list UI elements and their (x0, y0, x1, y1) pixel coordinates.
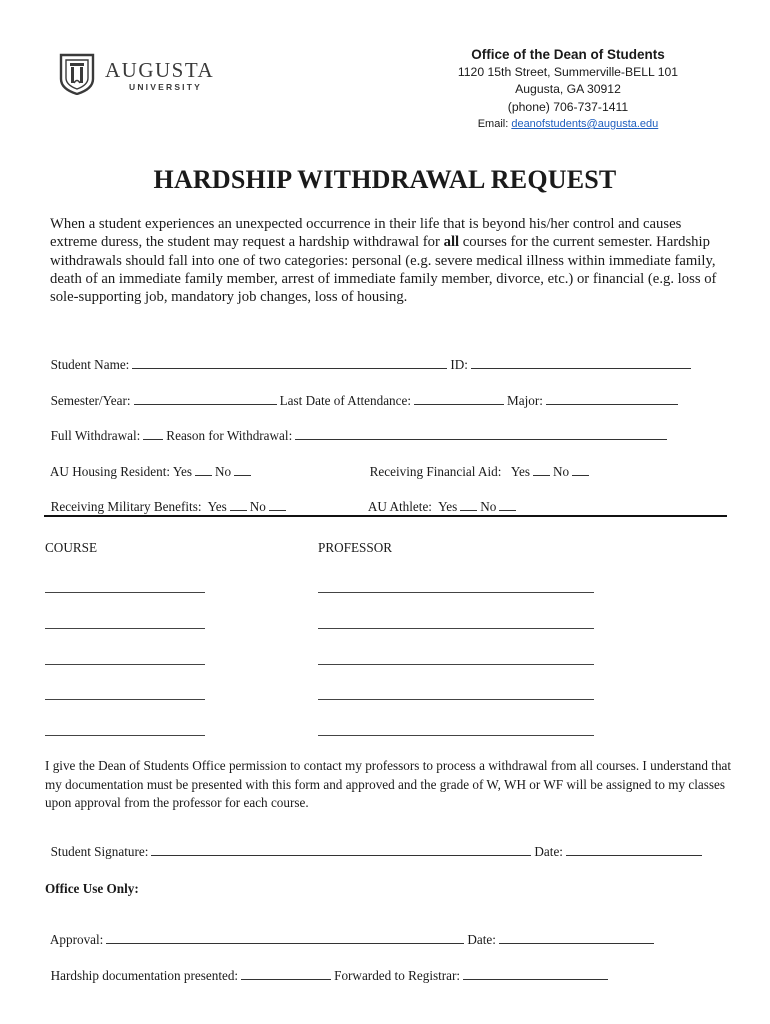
financial-aid-yes-field[interactable] (533, 464, 550, 476)
office-contact-block (438, 46, 698, 134)
office-use-heading: Office Use Only: (45, 881, 139, 896)
approval-date-field[interactable] (499, 932, 654, 944)
semester-year-field[interactable] (134, 393, 277, 405)
athlete-yes-field[interactable] (460, 499, 477, 511)
course-field[interactable] (45, 699, 205, 700)
semester-row (44, 377, 681, 409)
athlete-label: AU Athlete: Yes (367, 499, 458, 514)
intro-paragraph (50, 215, 720, 306)
page-title: HARDSHIP WITHDRAWAL REQUEST (153, 165, 617, 194)
approval-row (44, 916, 657, 948)
reason-field[interactable] (295, 428, 667, 440)
signature-row (44, 828, 705, 860)
course-field[interactable] (45, 664, 205, 665)
intro-text-1: When a student experiences an unexpected occurrence in their life that is beyond his/her control and causes extreme duress, the student may request a hardship withdrawal for (50, 216, 682, 251)
student-name-row (44, 341, 694, 373)
shield-icon (58, 53, 96, 95)
augusta-university-logo (58, 53, 228, 99)
approval-label: Approval: (49, 932, 104, 947)
housing-no-label: No (215, 464, 232, 479)
signature-date-label: Date: (534, 844, 563, 859)
athlete-row (362, 483, 519, 515)
reason-label: Reason for Withdrawal: (166, 428, 293, 443)
withdrawal-row (44, 412, 670, 444)
housing-no-field[interactable] (234, 464, 251, 476)
intro-text-2: courses for the current semester. Hardship withdrawals should fall into one of two categories: personal (e.g. severe medical illness within immediate family, death of an immediate family member, arrest of immediate family member, divorce, etc.) or financial (e.g. loss of sole-supporting job, mandatory job changes, loss of housing. (50, 234, 717, 306)
financial-aid-label: Receiving Financial Aid: Yes (369, 464, 531, 479)
course-column-header: COURSE (45, 540, 98, 555)
email-link[interactable]: deanofstudents@augusta.edu (511, 118, 659, 130)
intro-bold-all: all (443, 234, 460, 251)
athlete-no-field[interactable] (499, 499, 516, 511)
military-no-field[interactable] (269, 499, 286, 511)
logo-subtitle: UNIVERSITY (129, 82, 203, 92)
address-line-1: 1120 15th Street, Summerville-BELL 101 (457, 64, 679, 79)
phone-number: (phone) 706-737-1411 (507, 99, 629, 114)
financial-aid-row (363, 448, 592, 480)
email-row (438, 116, 698, 134)
consent-paragraph: I give the Dean of Students Office permission to contact my professors to process a withdrawal from all courses. I understand that my documentation must be presented with this form and approved and the grade of W, WH or WF will be assigned to my classes upon approval from the professor for each course. (45, 758, 732, 810)
military-yes-field[interactable] (230, 499, 247, 511)
military-row (44, 483, 289, 515)
last-date-label: Last Date of Attendance: (279, 393, 412, 408)
professor-field[interactable] (318, 664, 594, 665)
email-label: Email: (477, 118, 509, 130)
last-date-field[interactable] (414, 393, 504, 405)
major-field[interactable] (546, 393, 678, 405)
id-label: ID: (450, 357, 468, 372)
approval-field[interactable] (106, 932, 464, 944)
forwarded-field[interactable] (463, 968, 608, 980)
section-divider (44, 515, 727, 517)
financial-aid-no-label: No (553, 464, 570, 479)
student-signature-label: Student Signature: (50, 844, 149, 859)
signature-date-field[interactable] (566, 844, 702, 856)
financial-aid-no-field[interactable] (572, 464, 589, 476)
professor-field[interactable] (318, 592, 594, 593)
student-signature-field[interactable] (151, 844, 531, 856)
housing-label: AU Housing Resident: Yes (49, 464, 193, 479)
professor-field[interactable] (318, 699, 594, 700)
documentation-field[interactable] (241, 968, 331, 980)
major-label: Major: (507, 393, 543, 408)
housing-row (44, 448, 254, 480)
course-field[interactable] (45, 735, 205, 736)
student-name-field[interactable] (132, 357, 447, 369)
professor-field[interactable] (318, 628, 594, 629)
military-no-label: No (249, 499, 266, 514)
professor-field[interactable] (318, 735, 594, 736)
athlete-no-label: No (480, 499, 497, 514)
documentation-row (44, 952, 611, 984)
full-withdrawal-label: Full Withdrawal: (50, 428, 141, 443)
logo-wordmark: AUGUSTA (105, 58, 215, 82)
office-title: Office of the Dean of Students (471, 47, 665, 62)
full-withdrawal-field[interactable] (143, 428, 163, 440)
id-field[interactable] (471, 357, 691, 369)
housing-yes-field[interactable] (195, 464, 212, 476)
course-field[interactable] (45, 628, 205, 629)
address-line-2: Augusta, GA 30912 (515, 82, 621, 96)
course-field[interactable] (45, 592, 205, 593)
forwarded-label: Forwarded to Registrar: (334, 968, 461, 983)
professor-column-header: PROFESSOR (318, 540, 393, 555)
student-name-label: Student Name: (50, 357, 130, 372)
semester-year-label: Semester/Year: (50, 393, 131, 408)
military-label: Receiving Military Benefits: Yes (50, 499, 227, 514)
approval-date-label: Date: (467, 932, 496, 947)
documentation-label: Hardship documentation presented: (50, 968, 239, 983)
